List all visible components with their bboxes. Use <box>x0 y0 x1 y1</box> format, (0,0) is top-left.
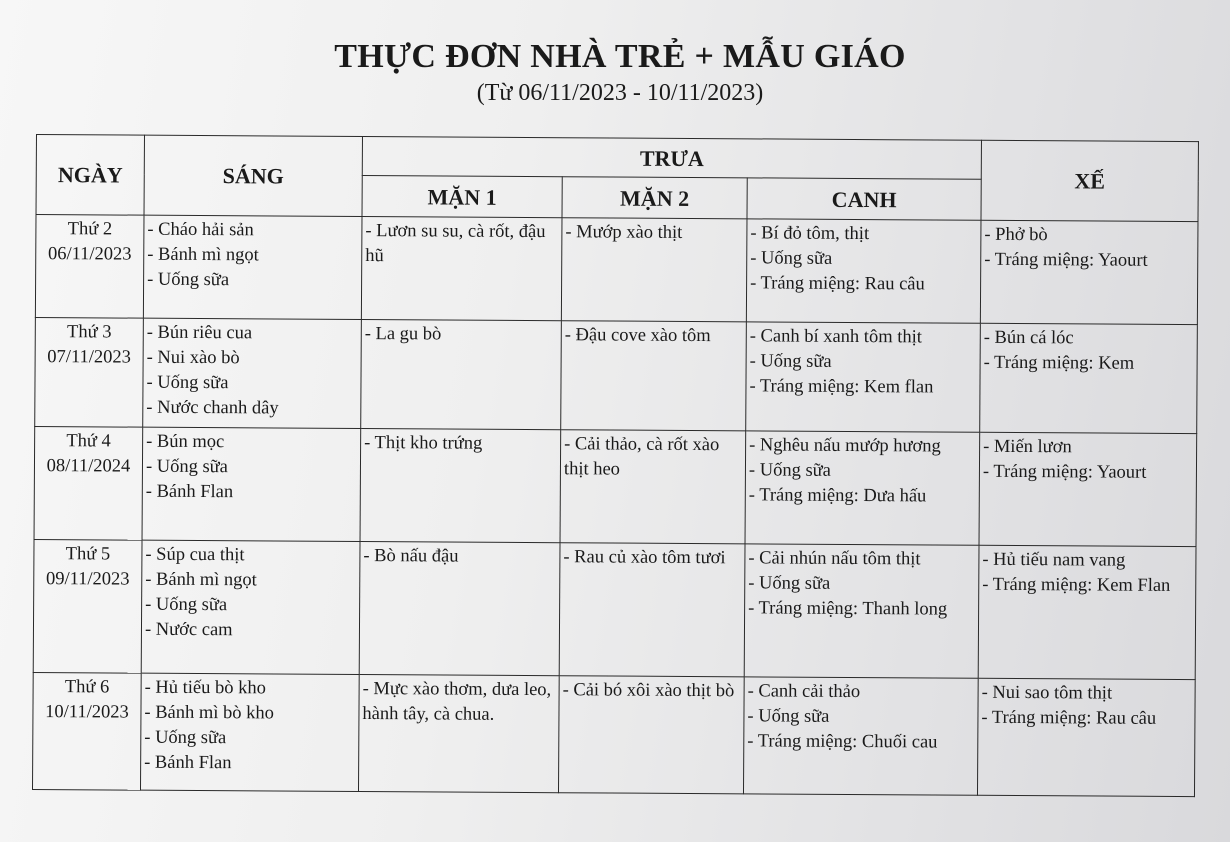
list-item: - Tráng miệng: Thanh long <box>748 598 948 620</box>
list-item: - Canh cải thảo <box>747 681 861 703</box>
list-item: - Cải bó xôi xào thịt bò <box>562 680 735 702</box>
list-item: - Tráng miệng: Dưa hấu <box>748 485 927 507</box>
man1-cell <box>361 216 562 320</box>
list-item: - Bánh mì bò kho <box>144 702 275 724</box>
breakfast-cell <box>142 427 361 541</box>
man1-cell <box>361 319 562 429</box>
list-item: - Bún mọc <box>146 431 225 453</box>
menu-table <box>32 134 1199 797</box>
list-item: - Miến lươn <box>983 436 1072 458</box>
list-item: - Tráng miệng: Yaourt <box>984 249 1148 271</box>
list-item: - Phở bò <box>984 224 1048 246</box>
list-item: - Bánh mì ngọt <box>145 569 257 591</box>
list-item: - Hủ tiếu bò kho <box>144 677 266 699</box>
day-name: Thứ 2 <box>67 219 113 240</box>
man2-cell <box>560 430 746 544</box>
day-name: Thứ 4 <box>66 431 111 452</box>
canh-cell <box>743 677 978 795</box>
list-item: - Bí đỏ tôm, thịt <box>750 223 870 245</box>
list-item: - Đậu cove xào tôm <box>564 325 711 347</box>
breakfast-cell <box>140 673 359 791</box>
list-item: - Tráng miệng: Kem Flan <box>982 574 1171 596</box>
list-item: - Bánh Flan <box>145 481 234 503</box>
list-item: - Rau củ xào tôm tươi <box>563 547 726 569</box>
list-item: - Uống sữa <box>749 351 832 372</box>
list-item: - Bò nấu đậu <box>363 546 459 567</box>
canh-cell <box>745 431 980 545</box>
man1-cell <box>359 541 560 675</box>
list-item: - Cháo hải sản <box>147 219 254 241</box>
list-item: - Tráng miệng: Rau câu <box>981 707 1157 729</box>
afternoon-cell <box>978 545 1196 679</box>
list-item: - Uống sữa <box>750 248 833 269</box>
man1-cell <box>358 674 559 792</box>
list-item: - Bánh mì ngọt <box>147 244 259 266</box>
man1-cell <box>360 428 561 542</box>
list-item: - Uống sữa <box>147 269 230 291</box>
table-row <box>35 317 1198 433</box>
breakfast-cell <box>143 318 362 428</box>
header-day: NGÀY <box>36 135 144 216</box>
list-item: - Tráng miệng: Rau câu <box>750 273 925 295</box>
list-item: - Uống sữa <box>144 727 227 749</box>
list-item: - Bún cá lóc <box>983 327 1074 349</box>
list-item: - Tráng miệng: Kem flan <box>749 376 934 398</box>
header-canh: CANH <box>747 178 981 220</box>
man2-cell <box>558 676 744 794</box>
day-date: 08/11/2024 <box>46 456 131 477</box>
page-title: THỰC ĐƠN NHÀ TRẺ + MẪU GIÁO <box>334 38 906 75</box>
list-item: - Tráng miệng: Chuối cau <box>747 731 938 753</box>
breakfast-cell <box>141 540 360 674</box>
canh-cell <box>746 219 981 323</box>
list-item: - Nui xào bò <box>146 347 240 369</box>
list-item: - Mướp xào thịt <box>565 222 683 243</box>
list-item: - Cải thảo, cà rốt xào thịt heo <box>563 434 720 480</box>
day-name: Thứ 6 <box>64 677 110 698</box>
list-item: - Bánh Flan <box>144 752 232 774</box>
list-item: - Thịt kho trứng <box>364 433 483 454</box>
list-item: - Uống sữa <box>146 372 229 394</box>
header-man1: MẶN 1 <box>362 175 562 217</box>
list-item: - Uống sữa <box>747 706 830 727</box>
list-item: - La gu bò <box>364 324 442 345</box>
list-item: - Uống sữa <box>748 573 831 594</box>
day-cell <box>35 215 144 319</box>
table-row <box>33 539 1196 679</box>
list-item: - Nước chanh dây <box>146 397 279 419</box>
list-item: - Uống sữa <box>145 456 228 478</box>
list-item: - Tráng miệng: Yaourt <box>982 461 1147 483</box>
day-date: 07/11/2023 <box>47 347 131 368</box>
header-man2: MẶN 2 <box>562 177 747 219</box>
day-cell <box>33 539 142 673</box>
header-lunch: TRƯA <box>362 136 981 179</box>
man2-cell <box>561 321 747 431</box>
date-range-subtitle: (Từ 06/11/2023 - 10/11/2023) <box>476 80 764 106</box>
man2-cell <box>559 543 745 677</box>
afternoon-cell <box>980 220 1198 324</box>
list-item: - Cải nhún nấu tôm thịt <box>748 548 921 570</box>
list-item: - Uống sữa <box>145 594 228 616</box>
afternoon-cell <box>979 432 1197 546</box>
header-afternoon: XẾ <box>981 140 1198 221</box>
day-date: 09/11/2023 <box>45 569 130 590</box>
breakfast-cell <box>143 215 362 319</box>
list-item: - Mực xào thơm, dưa leo, hành tây, cà chua. <box>362 679 552 725</box>
list-item: - Hủ tiếu nam vang <box>982 549 1126 571</box>
list-item: - Canh bí xanh tôm thịt <box>749 326 922 348</box>
man2-cell <box>561 218 747 322</box>
list-item: - Nước cam <box>144 619 233 641</box>
day-date: 06/11/2023 <box>47 244 132 265</box>
list-item: - Súp cua thịt <box>145 544 245 566</box>
day-cell <box>32 672 141 790</box>
day-name: Thứ 3 <box>66 322 112 343</box>
canh-cell <box>744 544 979 678</box>
afternoon-cell <box>980 323 1198 433</box>
header-breakfast: SÁNG <box>144 135 362 216</box>
table-row <box>32 672 1195 796</box>
day-name: Thứ 5 <box>65 544 111 565</box>
day-date: 10/11/2023 <box>45 702 129 723</box>
afternoon-cell <box>977 678 1195 796</box>
list-item: - Tráng miệng: Kem <box>983 352 1135 374</box>
list-item: - Uống sữa <box>748 460 831 481</box>
day-cell <box>35 317 144 427</box>
list-item: - Bún riêu cua <box>146 322 253 344</box>
list-item: - Lươn su su, cà rốt, đậu hũ <box>365 221 546 267</box>
day-cell <box>34 426 143 540</box>
canh-cell <box>746 322 981 432</box>
list-item: - Nui sao tôm thịt <box>981 682 1113 704</box>
table-row <box>34 426 1197 546</box>
list-item: - Nghêu nấu mướp hương <box>749 435 941 457</box>
table-row <box>35 215 1198 325</box>
